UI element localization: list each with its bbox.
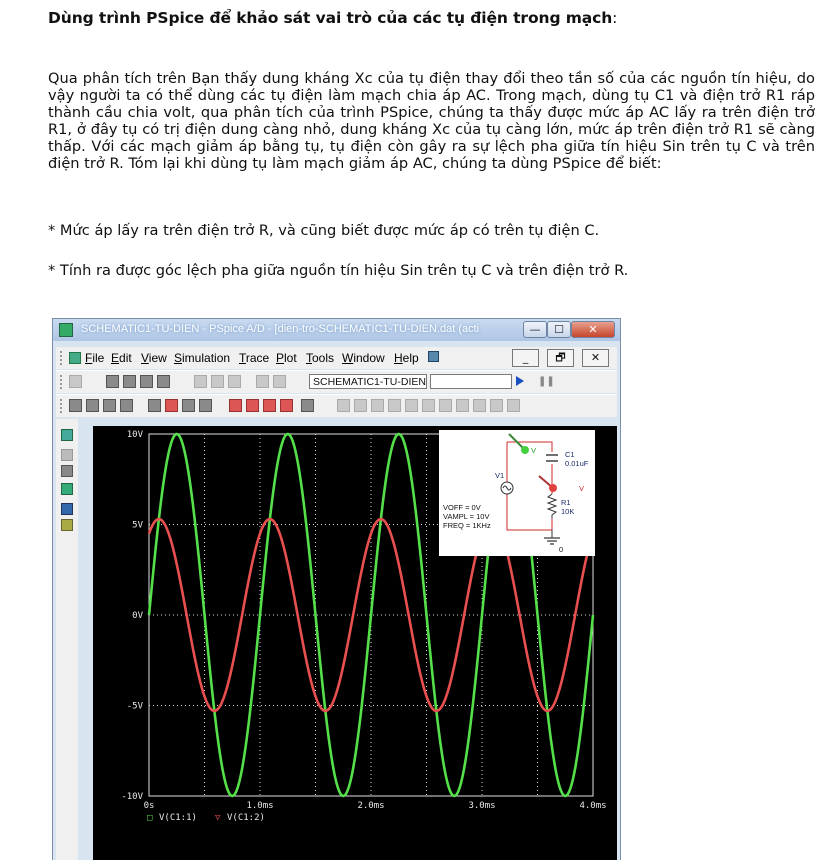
add-trace-icon[interactable] xyxy=(229,399,242,412)
plot-legend xyxy=(147,813,265,823)
toolbar-grip-icon xyxy=(60,375,65,389)
probe-toolbar xyxy=(56,394,617,417)
resistor-value: 10K xyxy=(561,507,575,516)
copy-icon[interactable] xyxy=(211,375,224,388)
zoom-out-icon[interactable] xyxy=(86,399,99,412)
probe-2-tip xyxy=(549,484,557,492)
left-toolbar xyxy=(56,419,78,860)
title-text: Dùng trình PSpice để khảo sát vai trò của các tụ điện trong mạch xyxy=(48,9,613,27)
results-icon[interactable] xyxy=(61,465,73,477)
schematic-background xyxy=(439,430,595,556)
simulation-profile-select[interactable]: SCHEMATIC1-TU-DIEN xyxy=(309,374,427,389)
source-param-voff: VOFF = 0V xyxy=(443,503,481,512)
performance-icon[interactable] xyxy=(199,399,212,412)
pspice-app-icon xyxy=(59,323,73,337)
source-name: V1 xyxy=(495,471,505,480)
menu-plot[interactable]: Plot xyxy=(276,351,297,365)
mdi-close-button[interactable]: ✕ xyxy=(582,349,609,367)
cursor-slope-icon[interactable] xyxy=(371,399,384,412)
cursor-peak-icon[interactable] xyxy=(337,399,350,412)
capacitor-value: 0.01uF xyxy=(565,459,589,468)
legend-marker-2: ▽ xyxy=(215,813,221,823)
source-param-vampl: VAMPL = 10V xyxy=(443,512,490,521)
cursor-next-icon[interactable] xyxy=(456,399,469,412)
menu-view[interactable]: View xyxy=(141,351,167,365)
context-help-icon[interactable] xyxy=(428,351,439,362)
circuit-inset xyxy=(439,430,595,556)
x-tick-label: 2.0ms xyxy=(357,801,385,811)
profile-input[interactable] xyxy=(430,374,512,389)
menu-bar xyxy=(56,347,617,369)
print-icon[interactable] xyxy=(157,375,170,388)
window-titlebar[interactable] xyxy=(53,319,620,341)
probe-icon[interactable] xyxy=(61,429,73,441)
standard-toolbar xyxy=(56,370,617,393)
cursor-search-icon[interactable] xyxy=(439,399,452,412)
cursor-icon[interactable] xyxy=(263,399,276,412)
paste-icon[interactable] xyxy=(228,375,241,388)
redo-icon[interactable] xyxy=(273,375,286,388)
menu-tools[interactable]: Tools xyxy=(306,351,335,365)
y-tick-label: 5V xyxy=(132,520,143,531)
zoom-in-icon[interactable] xyxy=(69,399,82,412)
x-tick-label: 3.0ms xyxy=(468,801,496,811)
menu-file[interactable]: File xyxy=(85,351,105,365)
pause-icon[interactable]: ❚❚ xyxy=(538,376,555,387)
intro-paragraph: Qua phân tích trên Bạn thấy dung kháng Xc của tụ điện thay đổi theo tần số của các nguồn tín hiệu, do vậy người ta có thể dùng các tụ điện làm mạch chia áp AC. Trong mạch, dùng tụ C1 và điện trở R1 ráp thành cầu chia volt, qua phân tích của trình PSpice, chúng ta thấy được mức áp AC lấy ra trên điện trở R1, ở đây tụ có trị điện dung càng nhỏ, dung kháng Xc của tụ càng lớn, mức áp trên điện trở R1 sẽ càng thấp. Với các mạch giảm áp bằng tụ, tụ điện còn gây ra sự lệch pha giữa tín hiệu Sin trên tụ C và trên điện trở R. Tóm lại khi dùng tụ làm mạch giảm áp AC, chúng ta dùng PSpice để biết: xyxy=(48,70,815,172)
toolbar2-grip-icon xyxy=(60,399,65,413)
probe-2-label: V xyxy=(579,484,585,493)
save-icon[interactable] xyxy=(140,375,153,388)
mdi-minimize-button[interactable]: _ xyxy=(512,349,539,367)
menu-grip-icon xyxy=(60,351,65,365)
run-icon[interactable] xyxy=(516,376,524,386)
eval-measurement-icon[interactable] xyxy=(246,399,259,412)
capacitor-gap xyxy=(546,452,558,464)
document-icon[interactable] xyxy=(69,352,81,364)
waveform-chart xyxy=(93,426,617,860)
y-tick-label: 0V xyxy=(132,611,143,621)
cursor-max-icon[interactable] xyxy=(405,399,418,412)
open-icon[interactable] xyxy=(106,375,119,388)
pspice-window xyxy=(52,318,621,860)
waveform-plot[interactable] xyxy=(93,426,617,860)
cursor-trough-icon[interactable] xyxy=(354,399,367,412)
cursor-point-icon[interactable] xyxy=(422,399,435,412)
maximize-button[interactable]: ☐ xyxy=(547,321,571,338)
zoom-fit-icon[interactable] xyxy=(120,399,133,412)
y-tick-label: 10V xyxy=(126,430,143,440)
output-window-icon[interactable] xyxy=(61,449,73,461)
menu-help[interactable]: Help xyxy=(394,351,419,365)
undo-icon[interactable] xyxy=(256,375,269,388)
bullet-voltage: * Mức áp lấy ra trên điện trở R, và cũng biết được mức áp có trên tụ điện C. xyxy=(48,222,600,239)
cursor-label-icon[interactable] xyxy=(490,399,503,412)
minimize-button[interactable]: — xyxy=(523,321,547,338)
probe-1-label: V xyxy=(531,446,537,455)
y-tick-label: -10V xyxy=(121,792,143,802)
simulation-status-icon[interactable] xyxy=(61,519,73,531)
menu-window[interactable]: Window xyxy=(342,351,385,365)
x-tick-label: 1.0ms xyxy=(246,801,274,811)
legend-marker-1: □ xyxy=(147,813,153,823)
menu-edit[interactable]: Edit xyxy=(111,351,132,365)
mdi-restore-button[interactable]: 🗗 xyxy=(547,349,574,367)
bullet-phase: * Tính ra được góc lệch pha giữa nguồn tín hiệu Sin trên tụ C và trên điện trở R. xyxy=(48,262,629,279)
source-param-freq: FREQ = 1KHz xyxy=(443,521,491,530)
watch-icon[interactable] xyxy=(61,503,73,515)
x-tick-label: 4.0ms xyxy=(579,801,607,811)
legend-label-2: V(C1:2) xyxy=(227,813,265,823)
ground-label: 0 xyxy=(559,545,564,554)
log-axis-icon[interactable] xyxy=(165,399,178,412)
menu-simulation[interactable]: Simulation xyxy=(174,351,231,365)
cut-icon[interactable] xyxy=(194,375,207,388)
close-button[interactable]: ✕ xyxy=(571,321,615,338)
new-icon[interactable] xyxy=(69,375,82,388)
menu-trace[interactable]: Trace xyxy=(239,351,270,365)
resistor-name: R1 xyxy=(561,498,571,507)
open-file-icon[interactable] xyxy=(123,375,136,388)
label-icon[interactable] xyxy=(301,399,314,412)
y-tick-label: -5V xyxy=(126,701,143,712)
marker-icon[interactable] xyxy=(280,399,293,412)
cursor-unmark-icon[interactable] xyxy=(507,399,520,412)
zoom-area-icon[interactable] xyxy=(103,399,116,412)
window-title: SCHEMATIC1-TU-DIEN - PSpice A/D - [dien-tro-SCHEMATIC1-TU-DIEN.dat (acti xyxy=(81,323,480,335)
legend-label-1: V(C1:1) xyxy=(159,813,197,823)
probe-1-tip xyxy=(521,446,529,454)
toggle-grid-icon[interactable] xyxy=(148,399,161,412)
fft-icon[interactable] xyxy=(182,399,195,412)
cursor-mark-icon[interactable] xyxy=(473,399,486,412)
x-tick-label: 0s xyxy=(143,801,155,811)
title-colon: : xyxy=(612,9,618,27)
capacitor-name: C1 xyxy=(565,450,575,459)
document-title xyxy=(48,9,617,27)
cursor-min-icon[interactable] xyxy=(388,399,401,412)
schematic-icon[interactable] xyxy=(61,483,73,495)
